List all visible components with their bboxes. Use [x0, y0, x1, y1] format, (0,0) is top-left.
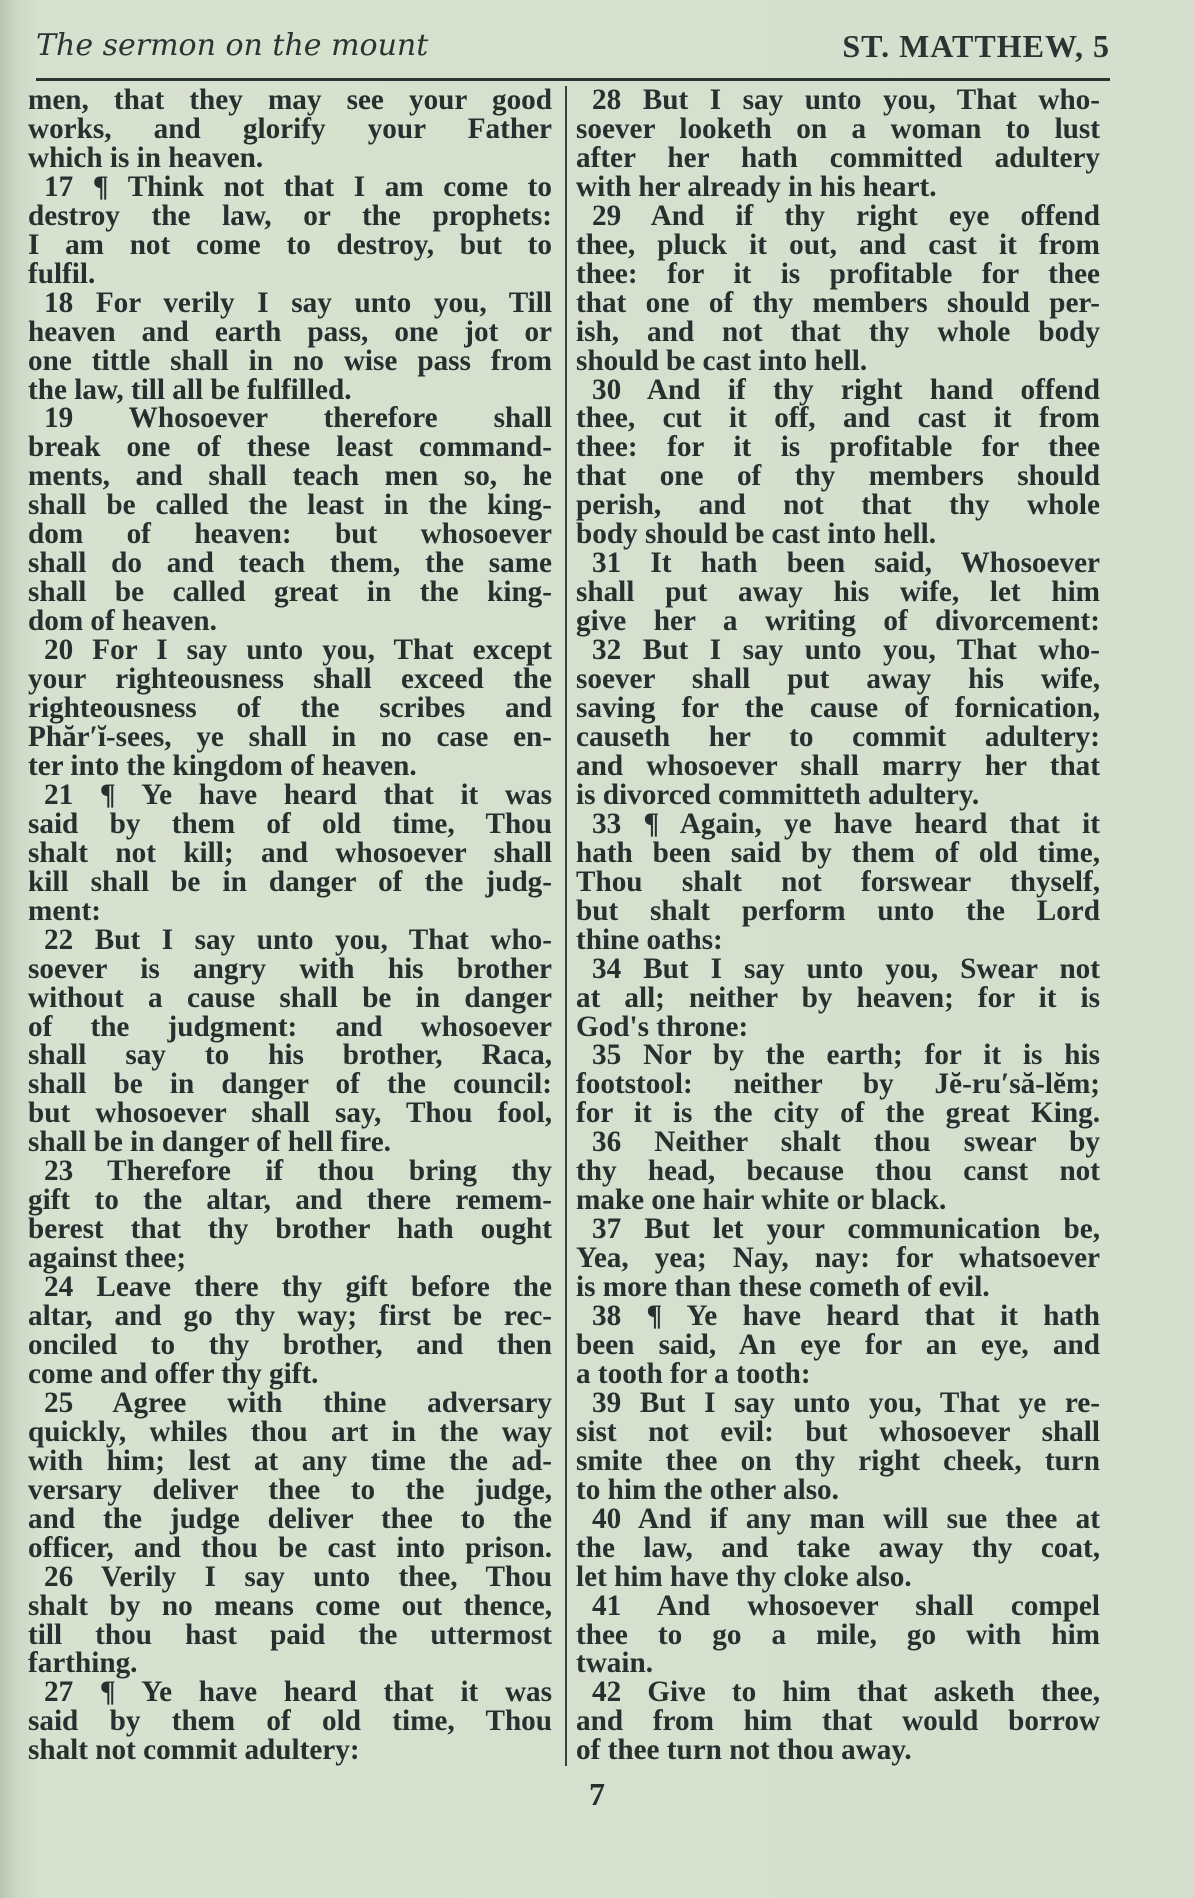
- text-line: 27 ¶ Ye have heard that it was: [44, 1676, 552, 1709]
- text-line: 30 And if thy right hand offend: [592, 373, 1100, 406]
- text-line: thee: for it is profitable for thee: [576, 257, 1100, 290]
- text-line: 37 But let your communication be,: [592, 1213, 1100, 1246]
- text-line: said by them of old time, Thou: [28, 807, 552, 840]
- text-line: Yea, yea; Nay, nay: for whatsoever: [576, 1242, 1100, 1275]
- text-line: 41 And whosoever shall compel: [592, 1589, 1100, 1622]
- text-line: give her a writing of divorcement:: [576, 605, 1100, 638]
- text-line: dom of heaven: but whosoever: [28, 518, 552, 551]
- text-line: but whosoever shall say, Thou fool,: [28, 1097, 552, 1130]
- text-line: without a cause shall be in danger: [28, 981, 552, 1014]
- text-line: that one of thy members should: [576, 460, 1100, 493]
- text-line: to him the other also.: [576, 1473, 839, 1506]
- text-line: 40 And if any man will sue thee at: [592, 1502, 1100, 1535]
- text-line: after her hath committed adultery: [576, 141, 1100, 174]
- text-line: thee to go a mile, go with him: [576, 1618, 1100, 1651]
- text-line: 38 ¶ Ye have heard that it hath: [592, 1300, 1100, 1333]
- text-line: kill shall be in danger of the judg-: [28, 865, 552, 898]
- text-line: I am not come to destroy, but to: [28, 228, 552, 261]
- text-line: shall do and teach them, the same: [28, 547, 552, 580]
- text-line: thine oaths:: [576, 923, 723, 956]
- text-line: till thou hast paid the uttermost: [28, 1618, 552, 1651]
- text-line: of the judgment: and whosoever: [28, 1010, 552, 1043]
- text-line: ter into the kingdom of heaven.: [28, 749, 417, 782]
- book-chapter-heading: ST. MATTHEW, 5: [842, 28, 1110, 64]
- text-line: shall say to his brother, Raca,: [28, 1039, 552, 1072]
- text-line: with her already in his heart.: [576, 170, 937, 203]
- text-line: fulfil.: [28, 257, 96, 290]
- left-column: [28, 86, 552, 1765]
- text-line: farthing.: [28, 1647, 138, 1680]
- text-line: sist not evil: but whosoever shall: [576, 1415, 1100, 1448]
- running-title: The sermon on the mount: [36, 28, 429, 63]
- text-line: shall put away his wife, let him: [576, 576, 1100, 609]
- text-line: for it is the city of the great King.: [576, 1097, 1100, 1130]
- text-line: officer, and thou be cast into prison.: [28, 1531, 552, 1564]
- text-line: come and offer thy gift.: [28, 1357, 319, 1390]
- text-line: 23 Therefore if thou bring thy: [44, 1155, 552, 1188]
- text-line: destroy the law, or the prophets:: [28, 199, 552, 232]
- text-line: 22 But I say unto you, That who-: [44, 923, 552, 956]
- text-line: been said, An eye for an eye, and: [576, 1328, 1100, 1361]
- text-line: ments, and shall teach men so, he: [28, 460, 552, 493]
- text-line: ish, and not that thy whole body: [576, 315, 1100, 348]
- text-line: 24 Leave there thy gift before the: [44, 1271, 552, 1304]
- text-line: God's throne:: [576, 1010, 749, 1043]
- text-line: works, and glorify your Father: [28, 112, 552, 145]
- text-line: Thou shalt not forswear thyself,: [576, 865, 1100, 898]
- text-line: quickly, whiles thou art in the way: [28, 1415, 552, 1448]
- text-line: saving for the cause of fornication,: [576, 692, 1100, 725]
- text-line: a tooth for a tooth:: [576, 1357, 811, 1390]
- text-line: thee, pluck it out, and cast it from: [576, 228, 1100, 261]
- text-line: soever looketh on a woman to lust: [576, 112, 1100, 145]
- text-line: smite thee on thy right cheek, turn: [576, 1444, 1100, 1477]
- text-line: shalt by no means come out thence,: [28, 1589, 552, 1622]
- text-line: 31 It hath been said, Whosoever: [592, 547, 1100, 580]
- text-line: causeth her to commit adultery:: [576, 720, 1100, 753]
- text-line: 26 Verily I say unto thee, Thou: [44, 1560, 552, 1593]
- text-line: should be cast into hell.: [576, 344, 868, 377]
- text-line: ment:: [28, 894, 101, 927]
- text-line: 18 For verily I say unto you, Till: [44, 286, 552, 319]
- text-line: footstool: neither by Jĕ-ru′să-lĕm;: [576, 1068, 1100, 1101]
- text-line: 36 Neither shalt thou swear by: [592, 1126, 1100, 1159]
- text-line: 34 But I say unto you, Swear not: [592, 952, 1100, 985]
- text-line: shalt not kill; and whosoever shall: [28, 836, 552, 869]
- text-line: that one of thy members should per-: [576, 286, 1100, 319]
- text-line: berest that thy brother hath ought: [28, 1213, 552, 1246]
- text-line: is more than these cometh of evil.: [576, 1271, 990, 1304]
- text-line: perish, and not that thy whole: [576, 489, 1100, 522]
- text-line: 32 But I say unto you, That who-: [592, 634, 1100, 667]
- text-line: which is in heaven.: [28, 141, 264, 174]
- text-line: but shalt perform unto the Lord: [576, 894, 1100, 927]
- text-line: gift to the altar, and there remem-: [28, 1184, 552, 1217]
- text-line: 39 But I say unto you, That ye re-: [592, 1386, 1100, 1419]
- text-line: and the judge deliver thee to the: [28, 1502, 552, 1535]
- text-line: thee, cut it off, and cast it from: [576, 402, 1100, 435]
- text-line: shall be called the least in the king-: [28, 489, 552, 522]
- text-line: righteousness of the scribes and: [28, 692, 552, 725]
- text-line: thee: for it is profitable for thee: [576, 431, 1100, 464]
- page-header: [36, 26, 1110, 81]
- text-line: and whosoever shall marry her that: [576, 749, 1100, 782]
- text-line: 20 For I say unto you, That except: [44, 634, 552, 667]
- text-line: soever is angry with his brother: [28, 952, 552, 985]
- text-line: body should be cast into hell.: [576, 518, 937, 551]
- text-line: twain.: [576, 1647, 654, 1680]
- text-line: shalt not commit adultery:: [28, 1734, 360, 1767]
- text-line: men, that they may see your good: [28, 84, 552, 116]
- text-line: make one hair white or black.: [576, 1184, 947, 1217]
- text-line: onciled to thy brother, and then: [28, 1328, 552, 1361]
- text-line: shall be called great in the king-: [28, 576, 552, 609]
- text-line: hath been said by them of old time,: [576, 836, 1100, 869]
- text-line: of thee turn not thou away.: [576, 1734, 912, 1767]
- page-number: 7: [589, 1776, 605, 1812]
- text-line: soever shall put away his wife,: [576, 663, 1100, 696]
- text-line: altar, and go thy way; first be rec-: [28, 1300, 552, 1333]
- text-line: 28 But I say unto you, That who-: [592, 84, 1100, 116]
- text-line: said by them of old time, Thou: [28, 1705, 552, 1738]
- text-line: with him; lest at any time the ad-: [28, 1444, 552, 1477]
- text-line: heaven and earth pass, one jot or: [28, 315, 552, 348]
- text-line: your righteousness shall exceed the: [28, 663, 552, 696]
- text-line: is divorced committeth adultery.: [576, 778, 980, 811]
- text-line: one tittle shall in no wise pass from: [28, 344, 552, 377]
- text-line: dom of heaven.: [28, 605, 217, 638]
- text-line: Phăr′ĭ-sees, ye shall in no case en-: [28, 720, 552, 753]
- text-line: versary deliver thee to the judge,: [28, 1473, 552, 1506]
- text-columns: [28, 86, 1110, 1766]
- text-line: at all; neither by heaven; for it is: [576, 981, 1100, 1014]
- text-line: shall be in danger of hell fire.: [28, 1126, 391, 1159]
- right-column: [576, 86, 1100, 1765]
- text-line: break one of these least command-: [28, 431, 552, 464]
- text-line: let him have thy cloke also.: [576, 1560, 912, 1593]
- text-line: 17 ¶ Think not that I am come to: [44, 170, 552, 203]
- text-line: against thee;: [28, 1242, 187, 1275]
- text-line: 33 ¶ Again, ye have heard that it: [592, 807, 1100, 840]
- text-line: thy head, because thou canst not: [576, 1155, 1100, 1188]
- text-line: the law, till all be fulfilled.: [28, 373, 352, 406]
- text-line: 21 ¶ Ye have heard that it was: [44, 778, 552, 811]
- text-line: 29 And if thy right eye offend: [592, 199, 1100, 232]
- text-line: shall be in danger of the council:: [28, 1068, 552, 1101]
- column-divider: [565, 86, 567, 1766]
- text-line: and from him that would borrow: [576, 1705, 1100, 1738]
- text-line: 35 Nor by the earth; for it is his: [592, 1039, 1100, 1072]
- text-line: the law, and take away thy coat,: [576, 1531, 1100, 1564]
- text-line: 42 Give to him that asketh thee,: [592, 1676, 1100, 1709]
- text-line: 25 Agree with thine adversary: [44, 1386, 552, 1419]
- text-line: 19 Whosoever therefore shall: [44, 402, 552, 435]
